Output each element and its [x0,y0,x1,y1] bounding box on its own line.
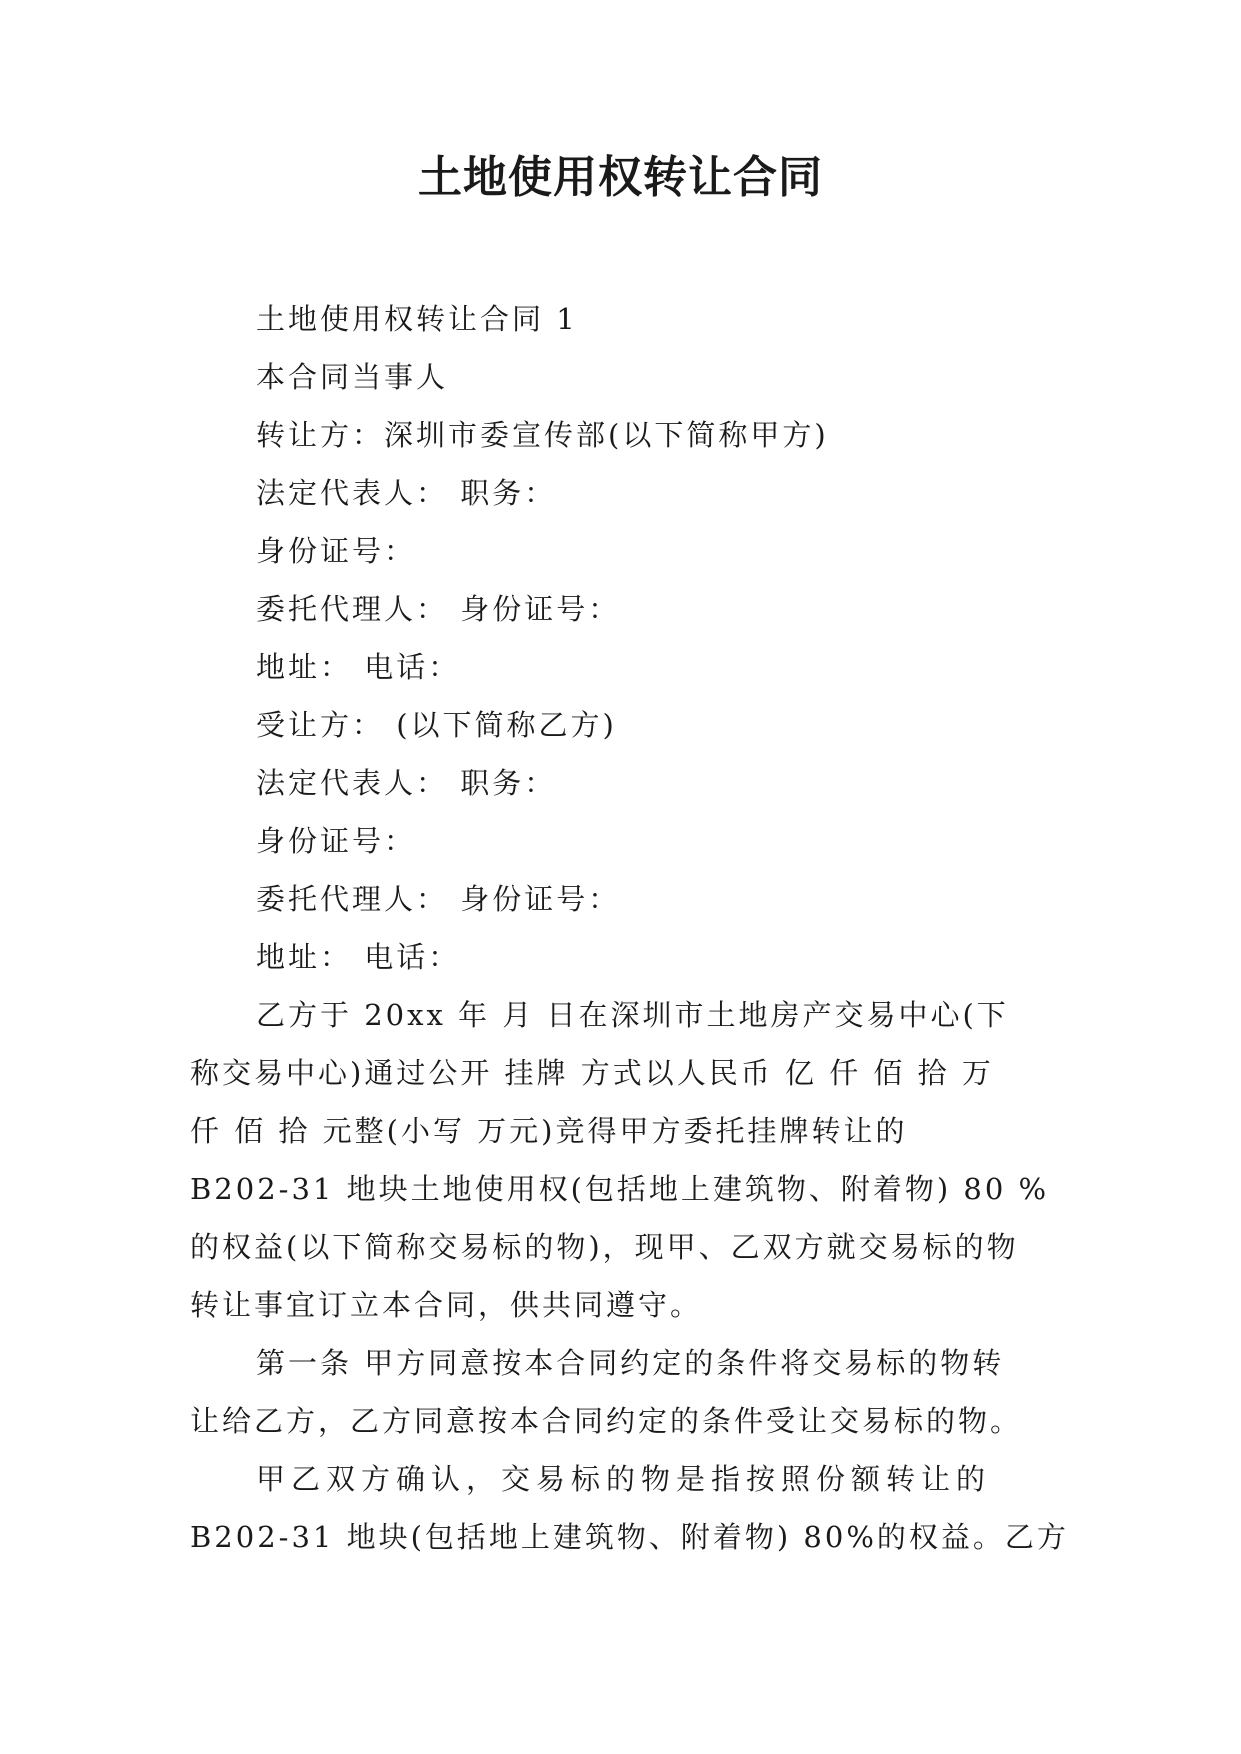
transferor-id-line: 身份证号： [256,534,417,568]
contract-subtitle: 土地使用权转让合同 1 [256,302,578,336]
paragraph-line: 的权益(以下简称交易标的物)，现甲、乙双方就交易标的物 [190,1230,1019,1264]
paragraph-line: B202-31 地块土地使用权(包括地上建筑物、附着物) 80 % [190,1172,1050,1206]
paragraph-line: 转让事宜订立本合同，供共同遵守。 [190,1288,703,1322]
paragraph-confirmation [190,1450,1069,1566]
transferee-id-line: 身份证号： [256,824,417,858]
paragraph-line: 仟 佰 拾 元整(小写 万元)竞得甲方委托挂牌转让的 [190,1114,908,1148]
transferee-address-line: 地址： 电话： [256,940,461,974]
transferor-address-line: 地址： 电话： [256,650,461,684]
transferor-legal-rep-line: 法定代表人： 职务： [256,476,557,510]
transferee-legal-rep-line: 法定代表人： 职务： [256,766,557,800]
paragraph-line: 让给乙方，乙方同意按本合同约定的条件受让交易标的物。 [190,1404,1023,1438]
transferee-agent-line: 委托代理人： 身份证号： [256,882,621,916]
paragraph-line: 乙方于 20xx 年 月 日在深圳市土地房产交易中心(下 [256,998,1009,1032]
transferor-line: 转让方：深圳市委宣传部(以下简称甲方) [256,418,829,452]
transferor-agent-line: 委托代理人： 身份证号： [256,592,621,626]
paragraph-line: 称交易中心)通过公开 挂牌 方式以人民币 亿 仟 佰 拾 万 [190,1056,994,1090]
document-title: 土地使用权转让合同 [418,152,823,203]
document-body [190,290,1069,1566]
parties-heading: 本合同当事人 [256,360,449,394]
transferee-line: 受让方： (以下简称乙方) [256,708,617,742]
paragraph-transaction [190,986,1058,1334]
paragraph-line: 甲乙双方确认，交易标的物是指按照份额转让的 [256,1462,992,1496]
article-one [190,1334,1058,1450]
paragraph-line: B202-31 地块(包括地上建筑物、附着物) 80%的权益。乙方 [190,1520,1069,1554]
paragraph-line: 第一条 甲方同意按本合同约定的条件将交易标的物转 [256,1346,1005,1380]
